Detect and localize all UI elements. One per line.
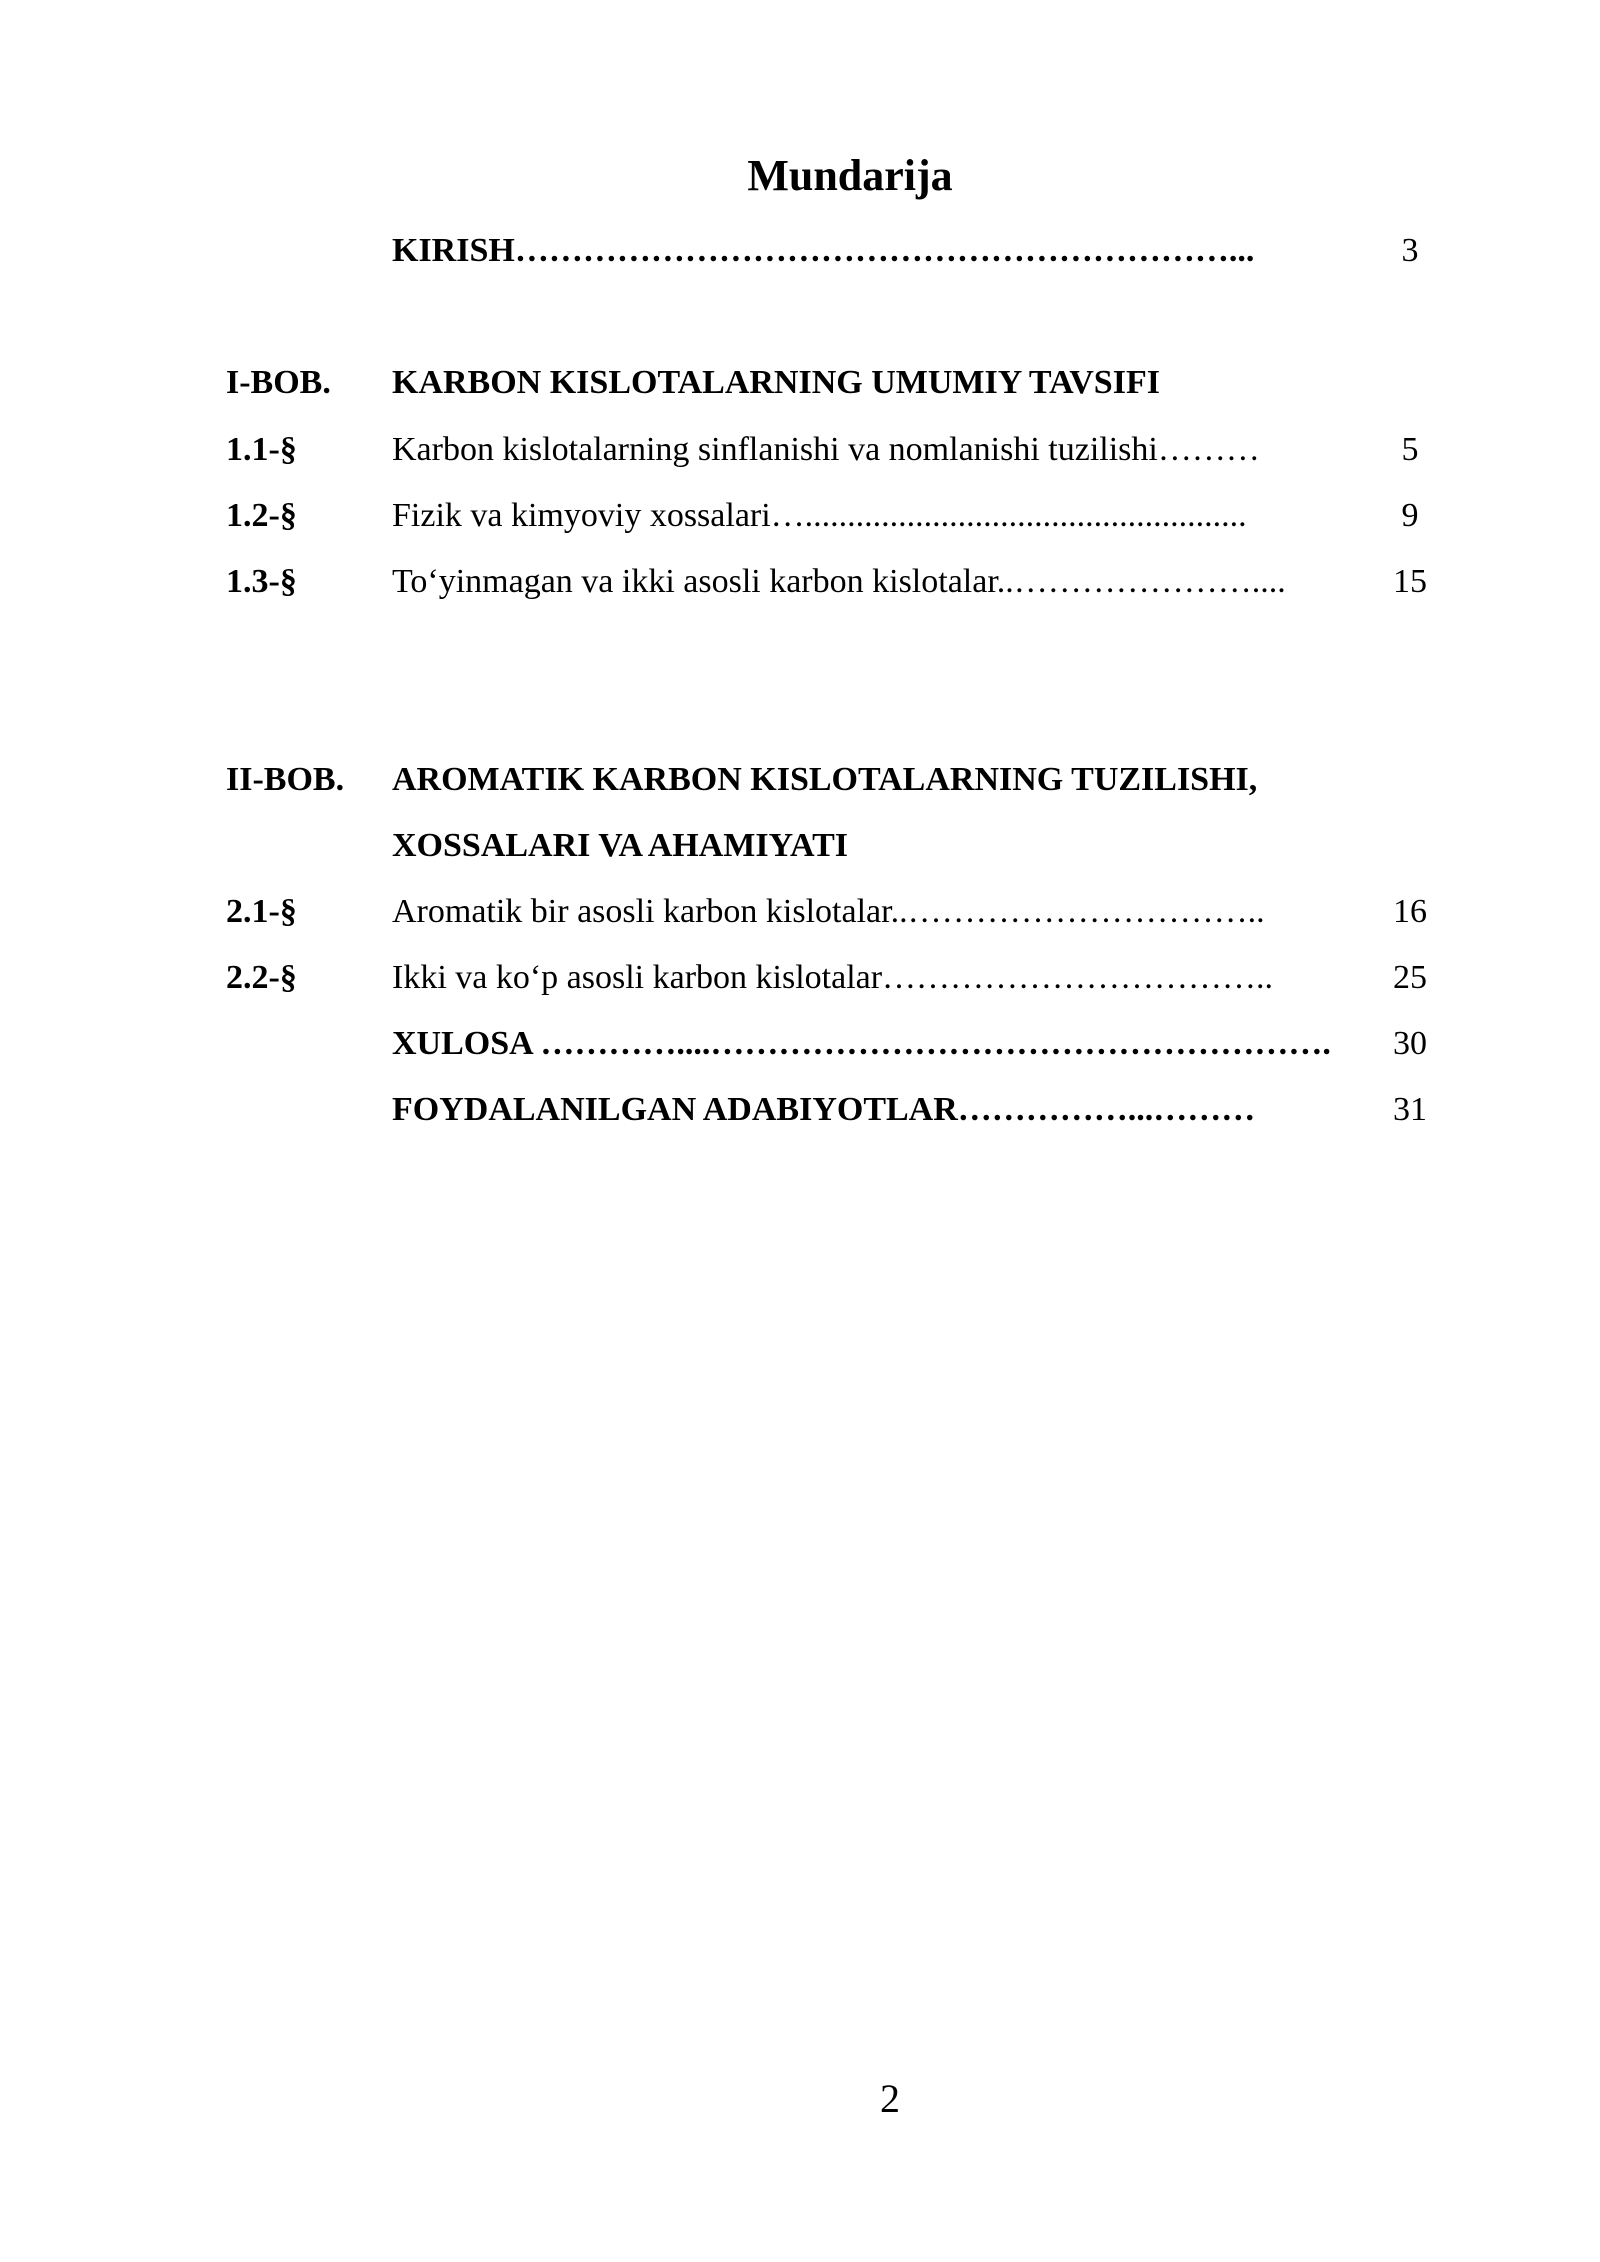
toc-entry-text: FOYDALANILGAN ADABIYOTLAR……………...……… xyxy=(392,1091,1256,1128)
toc-chapter-title: KARBON KISLOTALARNING UMUMIY TAVSIFI xyxy=(392,364,1160,401)
toc-section-page: 9 xyxy=(1401,497,1419,534)
toc-section-page: 25 xyxy=(1393,959,1427,996)
toc-chapter-title: XOSSALARI VA AHAMIYATI xyxy=(392,827,848,864)
page-title: Mundarija xyxy=(747,151,953,200)
toc-section-number: 1.3-§ xyxy=(226,563,297,600)
toc-section-title: Aromatik bir asosli karbon kislotalar..………………………….. xyxy=(392,893,1265,930)
toc-section-title: Fizik va kimyoviy xossalari….................................................... xyxy=(392,497,1247,534)
toc-section-page: 5 xyxy=(1401,431,1419,468)
toc-section-title: Ikki va ko‘p asosli karbon kislotalar…………………………….. xyxy=(392,959,1274,996)
toc-chapter-number: I-BOB. xyxy=(226,364,331,401)
toc-section-1-2 xyxy=(0,491,1600,541)
toc-section-page: 16 xyxy=(1393,893,1427,930)
toc-section-1-3 xyxy=(0,557,1600,607)
toc-chapter-1 xyxy=(0,358,1600,408)
toc-section-1-1 xyxy=(0,425,1600,475)
toc-chapter-number: II-BOB. xyxy=(226,761,345,798)
toc-section-title: To‘yinmagan va ikki asosli karbon kislotalar..………………….... xyxy=(392,563,1286,600)
toc-entry-page: 30 xyxy=(1393,1025,1427,1062)
toc-section-number: 1.2-§ xyxy=(226,497,297,534)
toc-section-2-2 xyxy=(0,953,1600,1003)
toc-entry-page: 3 xyxy=(1401,232,1419,269)
toc-entry-text: KIRISH………………………………………………………... xyxy=(392,232,1255,269)
toc-section-2-1 xyxy=(0,887,1600,937)
toc-entry-kirish xyxy=(0,226,1600,276)
toc-section-title: Karbon kislotalarning sinflanishi va nomlanishi tuzilishi……… xyxy=(392,431,1260,468)
toc-entry-adabiyotlar xyxy=(0,1085,1600,1135)
toc-section-number: 2.1-§ xyxy=(226,893,297,930)
toc-section-number: 1.1-§ xyxy=(226,431,297,468)
page-number: 2 xyxy=(880,2076,900,2121)
toc-entry-text: XULOSA …………....………………………………………………. xyxy=(392,1025,1331,1062)
toc-section-page: 15 xyxy=(1393,563,1427,600)
toc-section-number: 2.2-§ xyxy=(226,959,297,996)
toc-chapter-2 xyxy=(0,755,1600,805)
toc-entry-xulosa xyxy=(0,1019,1600,1069)
toc-chapter-2-continued xyxy=(0,821,1600,871)
toc-chapter-title: AROMATIK KARBON KISLOTALARNING TUZILISHI, xyxy=(392,761,1258,798)
toc-entry-page: 31 xyxy=(1393,1091,1427,1128)
